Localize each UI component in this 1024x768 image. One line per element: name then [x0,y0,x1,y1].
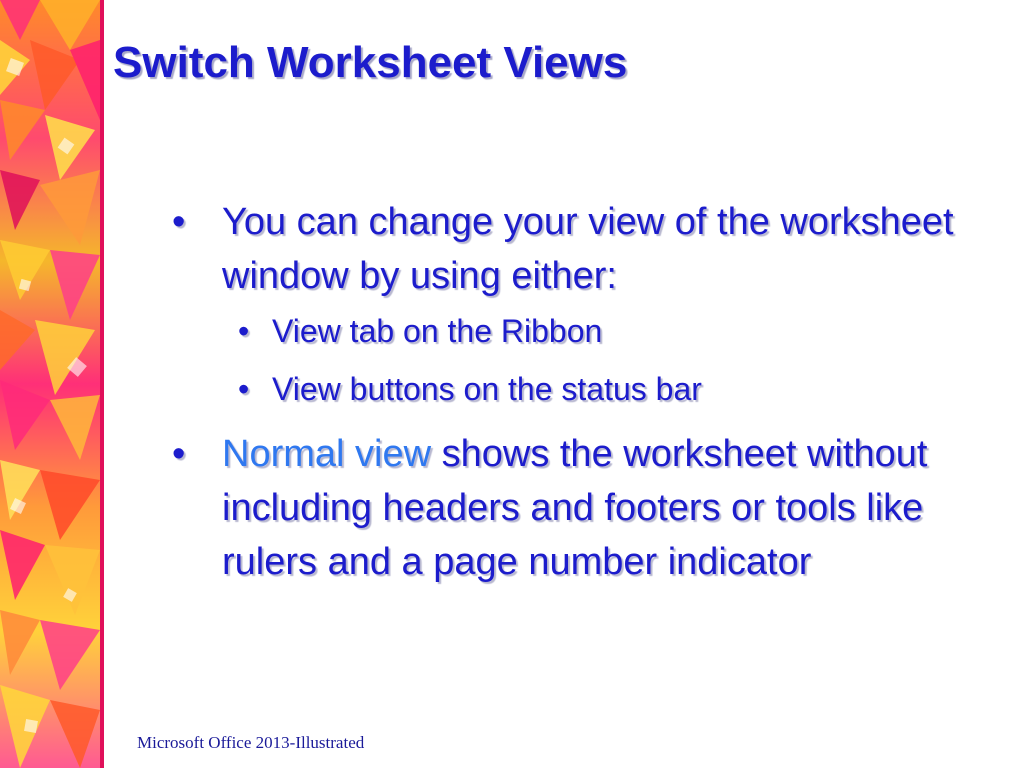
sub-bullet-text: View buttons on the status bar [272,371,702,407]
sub-bullet-marker: • [238,313,250,349]
decorative-mosaic-strip [0,0,104,768]
slide-body [160,195,990,593]
bullet-item [160,195,990,303]
sub-bullet-item [160,311,990,351]
slide-footer: Microsoft Office 2013-Illustrated [137,733,365,752]
mosaic-pattern [0,0,104,768]
sub-bullet-marker: • [238,371,250,407]
mosaic-edge-line [100,0,104,768]
bullet-marker: • [172,201,186,243]
sub-bullet-text: View tab on the Ribbon [272,313,603,349]
bullet-item [160,427,990,589]
sub-bullet-item [160,369,990,409]
bullet-text: You can change your view of the worksheet window by using either: [222,201,954,297]
highlighted-term: Normal view [222,433,432,475]
bullet-text: shows the worksheet without including headers and footers or tools like rulers and a page number indicator [222,433,928,583]
slide-title: Switch Worksheet Views [113,38,628,87]
bullet-marker: • [172,433,186,475]
